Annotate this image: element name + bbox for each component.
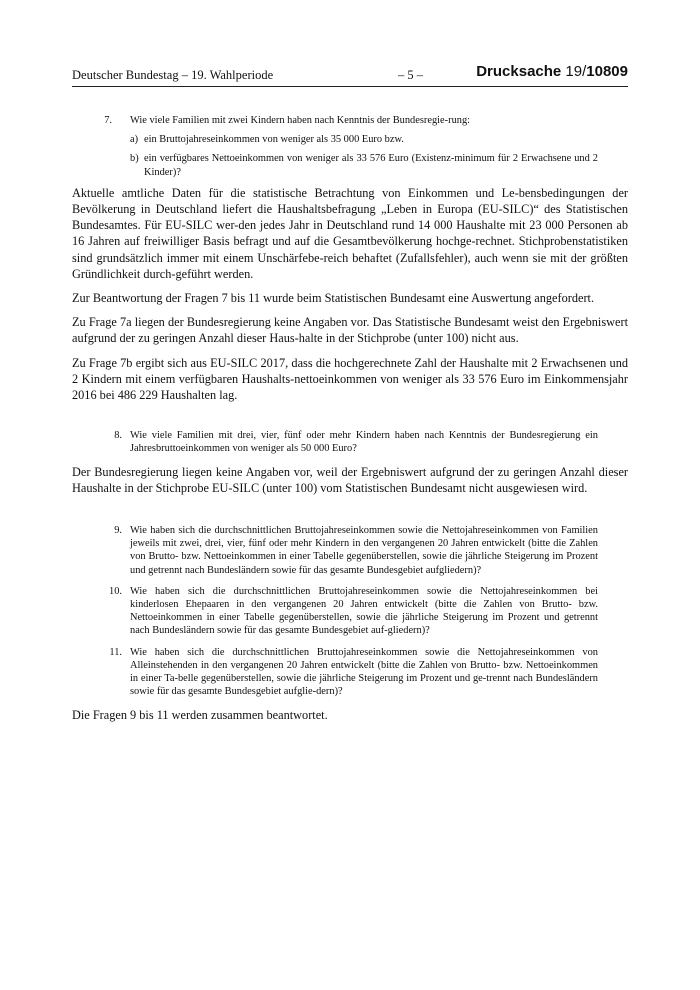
- answer-paragraph: Zur Beantwortung der Fragen 7 bis 11 wurde beim Statistischen Bundesamt eine Auswertung angefordert.: [72, 291, 595, 306]
- header-rule: [72, 86, 628, 87]
- header-doc-period: 19/: [565, 63, 587, 80]
- sub-letter: a): [130, 134, 139, 146]
- header-parliament: Deutscher Bundestag – 19. Wahlperiode: [72, 68, 274, 82]
- question-8: [114, 429, 598, 455]
- question-7b: [130, 152, 598, 178]
- question-number: 9.: [114, 525, 122, 537]
- question-7: [104, 114, 598, 179]
- question-text: Wie viele Familien mit zwei Kindern haben nach Kenntnis der Bundesregie-rung:: [130, 115, 471, 126]
- answer-paragraph: Zu Frage 7b ergibt sich aus EU-SILC 2017, dass die hochgerechnete Zahl der Haushalte mit 2 Erwachsenen und 2 Kindern mit einem verfügbaren Haushalts-nettoeinkommen von weniger als 33 576 Euro im Einkommensjahr 2016 bei 486 229 Haushalten lag.: [72, 355, 628, 403]
- answer-paragraph: Der Bundesregierung liegen keine Angaben vor, weil der Ergebniswert aufgrund der zu geringen Anzahl dieser Haushalte in der Stichprobe EU-SILC (unter 100) vom Statistischen Bundesamt nicht ausgewiesen wird.: [72, 464, 628, 495]
- header-page-number: – 5 –: [398, 68, 423, 82]
- question-number: 7.: [104, 115, 112, 126]
- question-text: Wie viele Familien mit drei, vier, fünf oder mehr Kindern haben nach Kenntnis der Bundesregierung ein Jahresbruttoeinkommen von weniger als 50 000 Euro?: [130, 430, 598, 455]
- question-9: [114, 524, 598, 577]
- page-header: [72, 63, 628, 86]
- question-text: Wie haben sich die durchschnittlichen Bruttojahreseinkommen sowie die Nettojahreseinkommen von Alleinstehenden in den vergangenen 20 Jahren entwickelt (bitte die Zahlen von Brutto- bzw. Nettoeinkommen in einer Ta-belle gegenüberstellen, sowie die jährliche Steigerung im Prozent und ge-trennt nach Bundesländern sowie für das gesamte Bundesgebiet aufglie-dern)?: [130, 646, 598, 698]
- question-text: Wie haben sich die durchschnittlichen Bruttojahreseinkommen sowie die Nettojahreseinkommen von Familien jeweils mit zwei, drei, vier, fünf oder mehr Kindern in den vergangenen 20 Jahren entwickelt (bitte die Zahlen von Brutto- bzw. Nettoeinkommen in einer Tabelle gegenüberstellen, sowie die jährliche Steigerung im Prozent und getrennt nach Bundesländern sowie für das gesamte Bundesgebiet aufgliedern)?: [130, 525, 598, 576]
- document-body: [72, 114, 628, 731]
- question-number: 11.: [109, 646, 122, 658]
- header-doc-label: Drucksache: [476, 63, 566, 80]
- question-number: 10.: [109, 585, 122, 597]
- answer-paragraph: Zu Frage 7a liegen der Bundesregierung keine Angaben vor. Das Statistische Bundesamt weist den Ergebniswert aufgrund der zu geringen Anzahl dieser Haus-halte in der Stichprobe (unter 100) nicht aus.: [72, 315, 628, 346]
- question-text: Wie haben sich die durchschnittlichen Bruttojahreseinkommen sowie die Nettojahreseinkommen bei kinderlosen Ehepaaren in den vergangenen 20 Jahren entwickelt (bitte die Zahlen von Brutto- bzw. Nettoeinkommen in einer Tabelle gegenüberstellen, sowie die jährliche Steigerung im Prozent und getrennt nach Bundesländern sowie für das gesamte Bundesgebiet auf-gliedern)?: [130, 585, 598, 637]
- header-document-number: [476, 64, 628, 80]
- sub-text: ein verfügbares Nettoeinkommen von weniger als 33 576 Euro (Existenz-minimum für 2 Erwachsene und 2 Kinder)?: [144, 153, 598, 178]
- sub-letter: b): [130, 153, 139, 165]
- question-number: 8.: [114, 430, 122, 442]
- answer-paragraph: Aktuelle amtliche Daten für die statistische Betrachtung von Einkommen und Le-bensbedingungen der Bevölkerung in Deutschland liefert die Haushaltsbefragung „Leben in Europa (EU-SILC)“ des Statistischen Bundesamtes. Für EU-SILC wer-den jedes Jahr in Deutschland rund 14 000 Haushalte mit 23 000 Personen ab 16 Jahren auf freiwilliger Basis befragt und auf die Gesamtbevölkerung hochge-rechnet. Stichprobenstatistiken sind grundsätzlich immer mit einem Unschärfebe-reich behaftet (Zufallsfehler), auch wenn sie mit der größten Gründlichkeit durch-geführt werden.: [72, 185, 628, 281]
- question-10: [109, 585, 598, 638]
- header-doc-id: 10809: [586, 63, 628, 80]
- answer-paragraph: Die Fragen 9 bis 11 werden zusammen beantwortet.: [72, 707, 328, 722]
- question-7a: [130, 133, 598, 146]
- sub-text: ein Bruttojahreseinkommen von weniger als 35 000 Euro bzw.: [144, 134, 404, 146]
- question-11: [109, 646, 598, 699]
